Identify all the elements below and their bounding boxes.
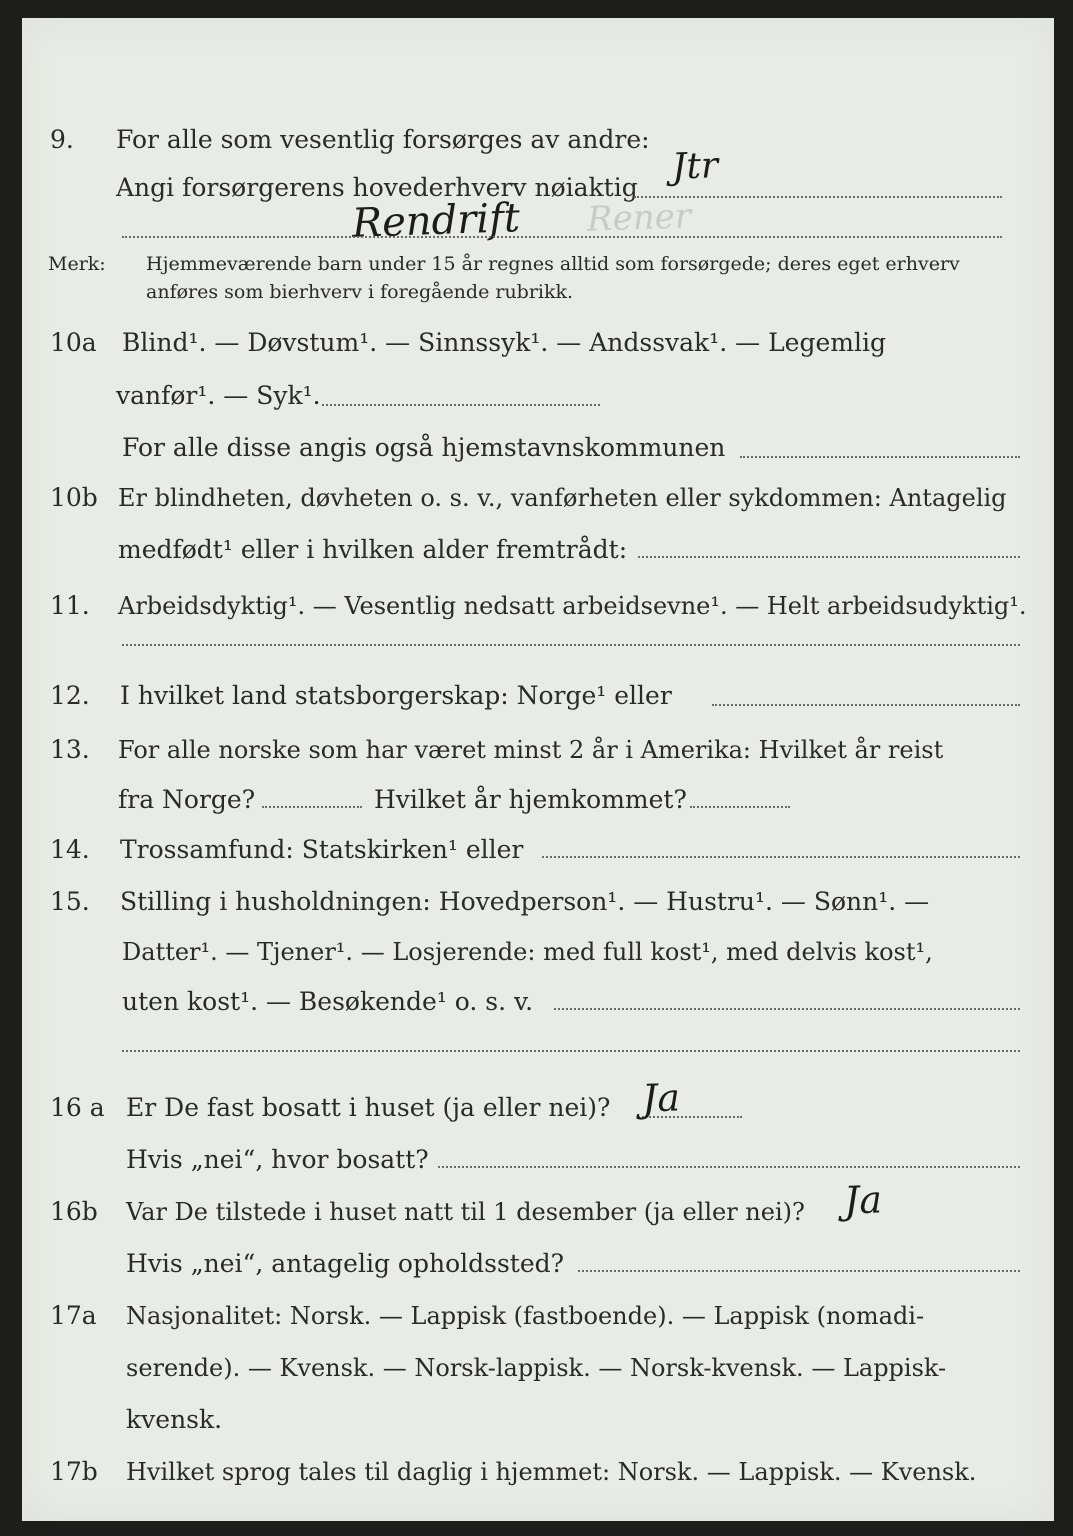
q17b-line1: [22, 1452, 1054, 1492]
q16b-number: 16b: [50, 1197, 98, 1226]
q13-text-1: For alle norske som har været minst 2 år i Amerika: Hvilket år reist: [118, 736, 944, 764]
q13-text-2a: fra Norge?: [118, 785, 256, 814]
q16a-answer-line-2[interactable]: [438, 1166, 1020, 1168]
q16a-line1: [22, 1088, 1054, 1128]
q11-line1: [22, 586, 1054, 626]
q13-line2: [22, 780, 1054, 820]
q17a-line1: [22, 1296, 1054, 1336]
q15-text-3: uten kost¹. — Besøkende¹ o. s. v.: [122, 987, 534, 1016]
q17a-text-1: Nasjonalitet: Norsk. — Lappisk (fastboende). — Lappisk (nomadi-: [126, 1302, 925, 1330]
q9-text-1: For alle som vesentlig forsørges av andre:: [116, 125, 650, 154]
q11-number: 11.: [50, 591, 90, 620]
q15-line2: [22, 932, 1054, 972]
q14-text-1: Trossamfund: Statskirken¹ eller: [120, 835, 524, 864]
q10b-line2: [22, 530, 1054, 570]
q15-text-1: Stilling i husholdningen: Hovedperson¹. — Hustru¹. — Sønn¹. —: [120, 887, 930, 916]
q16b-answer-line[interactable]: [578, 1270, 1020, 1272]
q16b-line1: [22, 1192, 1054, 1232]
q16a-text-1: Er De fast bosatt i huset (ja eller nei)?: [126, 1093, 611, 1122]
q16b-handwritten: Ja: [843, 1177, 883, 1223]
q17a-text-3: kvensk.: [126, 1405, 223, 1434]
q12-line1: [22, 676, 1054, 716]
q16b-text-1: Var De tilstede i huset natt til 1 desember (ja eller nei)?: [126, 1198, 805, 1226]
q17b-text-1: Hvilket sprog tales til daglig i hjemmet: Norsk. — Lappisk. — Kvensk.: [126, 1458, 977, 1486]
q10a-answer-line-2[interactable]: [740, 456, 1020, 458]
q13-line1: [22, 730, 1054, 770]
q17b-number: 17b: [50, 1457, 98, 1486]
merk-text-1: Hjemmeværende barn under 15 år regnes alltid som forsørgede; deres eget erhverv: [146, 253, 960, 275]
q16a-line2: [22, 1140, 1054, 1180]
q12-text-1: I hvilket land statsborgerskap: Norge¹ eller: [120, 681, 672, 710]
merk-line2: [22, 272, 1054, 312]
q13-answer-line-1[interactable]: [262, 806, 362, 808]
q10b-text-1: Er blindheten, døvheten o. s. v., vanførheten eller sykdommen: Antagelig: [118, 484, 1007, 512]
q15-answer-line-1[interactable]: [554, 1008, 1020, 1010]
q13-answer-line-2[interactable]: [690, 806, 790, 808]
q10a-line1: [22, 323, 1054, 363]
q15-text-2: Datter¹. — Tjener¹. — Losjerende: med full kost¹, med delvis kost¹,: [122, 938, 933, 966]
q17a-number: 17a: [50, 1301, 97, 1330]
q10a-text-2: vanfør¹. — Syk¹.: [116, 381, 321, 410]
q9-handwritten-faint: Rener: [586, 196, 692, 240]
q10a-line2: [22, 376, 1054, 416]
q9-handwritten-1: Jtr: [671, 145, 719, 188]
q9-line1: [22, 120, 1054, 160]
q12-number: 12.: [50, 681, 90, 710]
merk-label: Merk:: [48, 253, 106, 275]
q14-answer-line[interactable]: [542, 856, 1020, 858]
q17a-text-2: serende). — Kvensk. — Norsk-lappisk. — Norsk-kvensk. — Lappisk-: [126, 1354, 947, 1382]
q17a-line2: [22, 1348, 1054, 1388]
q10a-text-3: For alle disse angis også hjemstavnskommunen: [122, 433, 726, 462]
q13-text-2b: Hvilket år hjemkommet?: [374, 785, 687, 814]
q9-number: 9.: [50, 125, 74, 154]
q13-number: 13.: [50, 735, 90, 764]
q9-text-2: Angi forsørgerens hovederhverv nøiaktig: [116, 173, 638, 202]
q9-handwritten-2: Rendrift: [351, 195, 521, 247]
q16a-text-2: Hvis „nei“, hvor bosatt?: [126, 1145, 429, 1174]
q12-answer-line[interactable]: [712, 704, 1020, 706]
q16b-text-2: Hvis „nei“, antagelig opholdssted?: [126, 1249, 565, 1278]
q10b-number: 10b: [50, 483, 98, 512]
q15-number: 15.: [50, 887, 90, 916]
q10b-line1: [22, 478, 1054, 518]
q15-line1: [22, 882, 1054, 922]
q10b-answer-line[interactable]: [638, 556, 1020, 558]
q11-text-1: Arbeidsdyktig¹. — Vesentlig nedsatt arbeidsevne¹. — Helt arbeidsudyktig¹.: [118, 592, 1027, 620]
q10a-line3: [22, 428, 1054, 468]
census-form-page: [22, 18, 1054, 1521]
q10b-text-2: medfødt¹ eller i hvilken alder fremtrådt:: [118, 535, 628, 564]
q9-answer-line-2[interactable]: [122, 236, 1002, 238]
q15-line3: [22, 982, 1054, 1022]
q16b-line2: [22, 1244, 1054, 1284]
q9-line2: [22, 168, 1054, 208]
q16a-handwritten: Ja: [641, 1075, 681, 1121]
q15-answer-line-2[interactable]: [122, 1050, 1020, 1052]
q11-answer-line[interactable]: [122, 644, 1020, 646]
q10a-answer-line-1[interactable]: [322, 404, 600, 406]
q16a-number: 16 a: [50, 1093, 105, 1122]
q14-number: 14.: [50, 835, 90, 864]
q10a-number: 10a: [50, 328, 97, 357]
q14-line1: [22, 830, 1054, 870]
q10a-text-1: Blind¹. — Døvstum¹. — Sinnssyk¹. — Andssvak¹. — Legemlig: [122, 328, 886, 357]
merk-text-2: anføres som bierhverv i foregående rubrikk.: [146, 281, 574, 303]
q17a-line3: [22, 1400, 1054, 1440]
